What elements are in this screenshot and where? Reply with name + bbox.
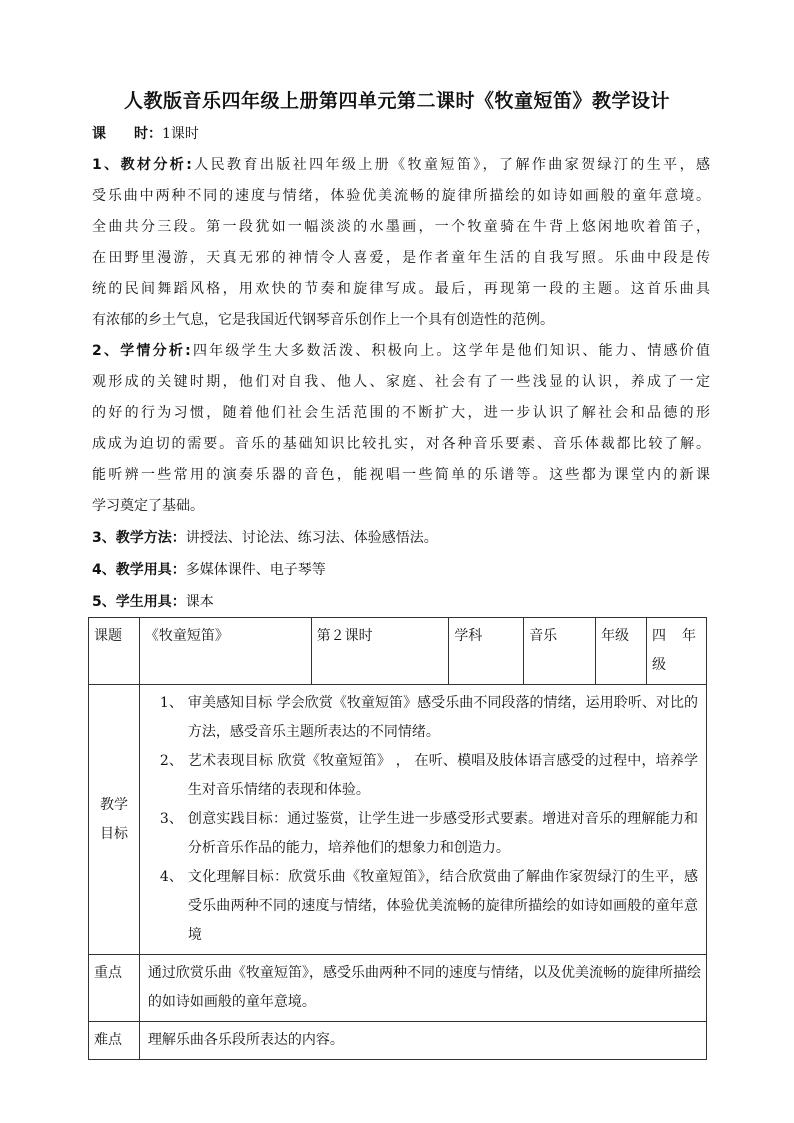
goal-number: 3、 (159, 811, 183, 827)
section-1-line-5: 统的民间舞蹈风格，用欢快的节奏和旋律写成。最后，再现第一段的主题。这首乐曲具 (92, 281, 710, 297)
goal-number: 4、 (159, 869, 183, 885)
goals-cell (139, 685, 706, 955)
difficulty-row (89, 1022, 707, 1060)
section-2-line-4: 成成为迫切的需要。音乐的基础知识比较扎实，对各种音乐要素、音乐体裁都比较了解。 (92, 436, 710, 452)
tools-label: 4、教学用具： (92, 562, 186, 578)
period-value: 第２课时 (311, 618, 449, 685)
section-1-line-4: 在田野里漫游，天真无邪的神情令人喜爱，是作者童年生活的自我写照。乐曲中段是传 (92, 250, 710, 266)
goals-label: 教学目标 (89, 685, 140, 955)
teaching-methods (92, 528, 710, 548)
section-1-line-1 (92, 155, 710, 175)
goal-text: 艺术表现目标 欣赏《牧童短笛》 ， 在听、模唱及肢体语言感受的过程中，培养学生对音乐情绪的表现和体验。 (187, 753, 698, 798)
grade-label: 年级 (596, 618, 647, 685)
class-hours (92, 124, 710, 144)
goal-item (160, 863, 698, 950)
section-1-line-2: 受乐曲中两种不同的速度与情绪，体验优美流畅的旋律所描绘的如诗如画般的童年意境。 (92, 188, 710, 204)
goal-number: 2、 (159, 753, 183, 769)
difficulty-value: 理解乐曲各乐段所表达的内容。 (139, 1022, 706, 1060)
subject-label: 学科 (449, 618, 524, 685)
topic-value: 《牧童短笛》 (139, 618, 311, 685)
section-2-line-5: 能听辨一些常用的演奏乐器的音色，能视唱一些简单的乐谱等。这些都为课堂内的新课 (92, 467, 710, 483)
lesson-plan-table (88, 617, 707, 1060)
section-1-label: 1、教材分析: (92, 157, 192, 173)
section-2-line-3: 的好的行为习惯，随着他们社会生活范围的不断扩大，进一步认识了解社会和品德的形 (92, 405, 710, 421)
teaching-tools (92, 560, 710, 580)
page-title: 人教版音乐四年级上册第四单元第二课时《牧童短笛》教学设计 (123, 90, 670, 112)
student-tools (92, 592, 710, 612)
goal-text: 审美感知目标 学会欣赏《牧童短笛》感受乐曲不同段落的情绪，运用聆听、对比的方法，感受音乐主题所表达的不同情绪。 (187, 695, 698, 740)
subject-value: 音乐 (524, 618, 596, 685)
goal-text: 文化理解目标：欣赏乐曲《牧童短笛》，结合欣赏曲了解曲作家贺绿汀的生平，感受乐曲两种不同的速度与情绪，体验优美流畅的旋律所描绘的如诗如画般的童年意境 (187, 869, 698, 943)
tools-value: 多媒体课件、电子琴等 (185, 562, 326, 578)
section-1-line-3: 全曲共分三段。第一段犹如一幅淡淡的水墨画，一个牧童骑在牛背上悠闲地吹着笛子， (92, 219, 710, 235)
goals-row (89, 685, 707, 955)
section-1-text: 人民教育出版社四年级上册《牧童短笛》，了解作曲家贺绿汀的生平，感 (191, 157, 710, 173)
topic-label: 课题 (89, 618, 140, 685)
goal-item (160, 747, 698, 805)
goal-item (160, 805, 698, 863)
methods-label: 3、教学方法： (92, 530, 186, 546)
goal-number: 1、 (159, 695, 183, 711)
goal-item (160, 689, 698, 747)
section-2-line-1 (92, 341, 710, 361)
section-2-line-6: 学习奠定了基础。 (92, 498, 204, 514)
methods-value: 讲授法、讨论法、练习法、体验感悟法。 (185, 530, 438, 546)
difficulty-label: 难点 (89, 1022, 140, 1060)
key-point-value: 通过欣赏乐曲《牧童短笛》，感受乐曲两种不同的速度与情绪，以及优美流畅的旋律所描绘的如诗如画般的童年意境。 (139, 955, 706, 1022)
class-hours-label: 课 时： (92, 126, 162, 142)
grade-value: 四 年级 (646, 618, 706, 685)
section-2-line-2: 观形成的关键时期，他们对自我、他人、家庭、社会有了一些浅显的认识，养成了一定 (92, 374, 710, 390)
student-tools-value: 课本 (185, 594, 214, 610)
key-point-label: 重点 (89, 955, 140, 1022)
section-2-label: 2、学情分析: (92, 343, 191, 359)
class-hours-value: 1课时 (162, 126, 199, 142)
section-1-line-6: 有浓郁的乡土气息，它是我国近代钢琴音乐创作上一个具有创造性的范例。 (92, 312, 554, 328)
student-tools-label: 5、学生用具： (92, 594, 186, 610)
section-2-text: 四年级学生大多数活泼、积极向上。这学年是他们知识、能力、情感价值 (190, 343, 711, 359)
key-point-row (89, 955, 707, 1022)
table-header-row (89, 618, 707, 685)
goal-text: 创意实践目标：通过鉴赏，让学生进一步感受形式要素。增进对音乐的理解能力和分析音乐作品的能力，培养他们的想象力和创造力。 (187, 811, 698, 856)
